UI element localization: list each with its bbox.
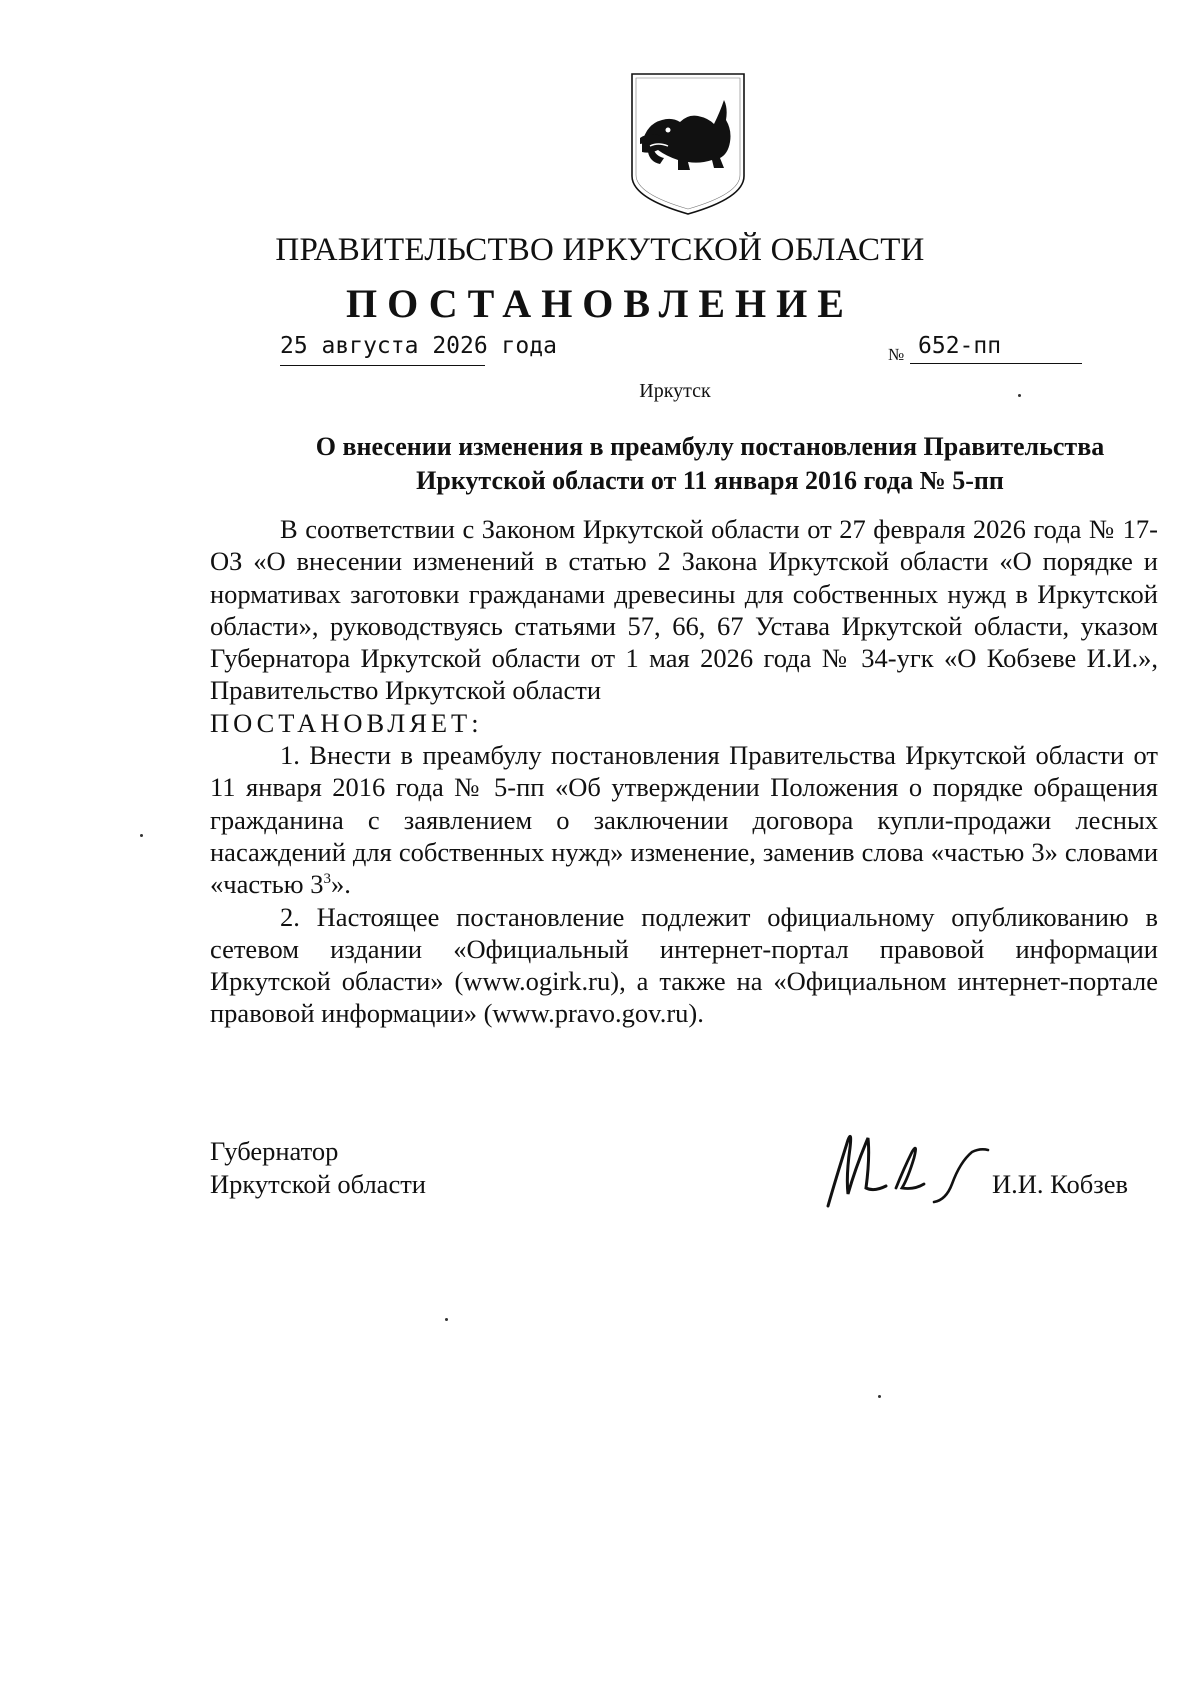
scan-speck	[1018, 394, 1021, 397]
signer-name: И.И. Кобзев	[992, 1169, 1128, 1199]
handwritten-signature	[822, 1118, 992, 1210]
item-1-end: ».	[330, 869, 351, 900]
document-type: ПОСТАНОВЛЕНИЕ	[346, 281, 854, 326]
item-2-paragraph: 2. Настоящее постановление подлежит официальному опубликованию в сетевом издании «Официальный интернет-портал правовой информации Иркутской области» (www.ogirk.ru), а также на «Официальном интернет-портале правовой информации» (www.pravo.gov.ru).	[210, 901, 1158, 1029]
organization-name: ПРАВИТЕЛЬСТВО ИРКУТСКОЙ ОБЛАСТИ	[275, 232, 925, 268]
signer-position-line-1: Губернатор	[210, 1136, 339, 1166]
signer-position	[210, 1135, 426, 1201]
resolves-heading: ПОСТАНОВЛЯЕТ:	[210, 707, 483, 738]
city-name: Иркутск	[639, 380, 711, 402]
scan-speck	[878, 1395, 881, 1398]
item-1-text: 1. Внести в преамбулу постановления Правительства Иркутской области от 11 января 2016 года № 5-пп «Об утверждении Положения о порядке обращения гражданина с заявлением о заключении договора купли-продажи лесных насаждений для собственных нужд» изменение, заменив слова «частью 3» словами «частью 3	[210, 740, 1158, 900]
document-date: 25 августа 2026 года	[280, 333, 557, 359]
coat-of-arms-icon	[628, 72, 748, 216]
preamble-paragraph: В соответствии с Законом Иркутской области от 27 февраля 2026 года № 17-ОЗ «О внесении изменений в статью 2 Закона Иркутской области «О порядке и нормативах заготовки гражданами древесины для собственных нужд в Иркутской области», руководствуясь статьями 57, 66, 67 Устава Иркутской области, указом Губернатора Иркутской области от 1 мая 2026 года № 34-угк «О Кобзеве И.И.», Правительство Иркутской области	[210, 514, 1158, 706]
document-number: 652-пп	[918, 333, 1002, 359]
title-line-1: О внесении изменения в преамбулу постановления Правительства	[315, 432, 1105, 461]
title-line-2: Иркутской области от 11 января 2016 года № 5-пп	[416, 466, 1004, 495]
number-sign: №	[888, 345, 905, 364]
document-title	[270, 430, 1150, 498]
document-body	[210, 513, 1158, 1030]
number-underline	[910, 363, 1082, 364]
item-1-paragraph	[210, 739, 1158, 900]
scan-speck	[140, 834, 143, 837]
signer-position-line-2: Иркутской области	[210, 1169, 426, 1199]
item-1-superscript: 3	[323, 871, 331, 888]
date-underline	[280, 365, 485, 366]
scan-speck	[445, 1318, 448, 1321]
